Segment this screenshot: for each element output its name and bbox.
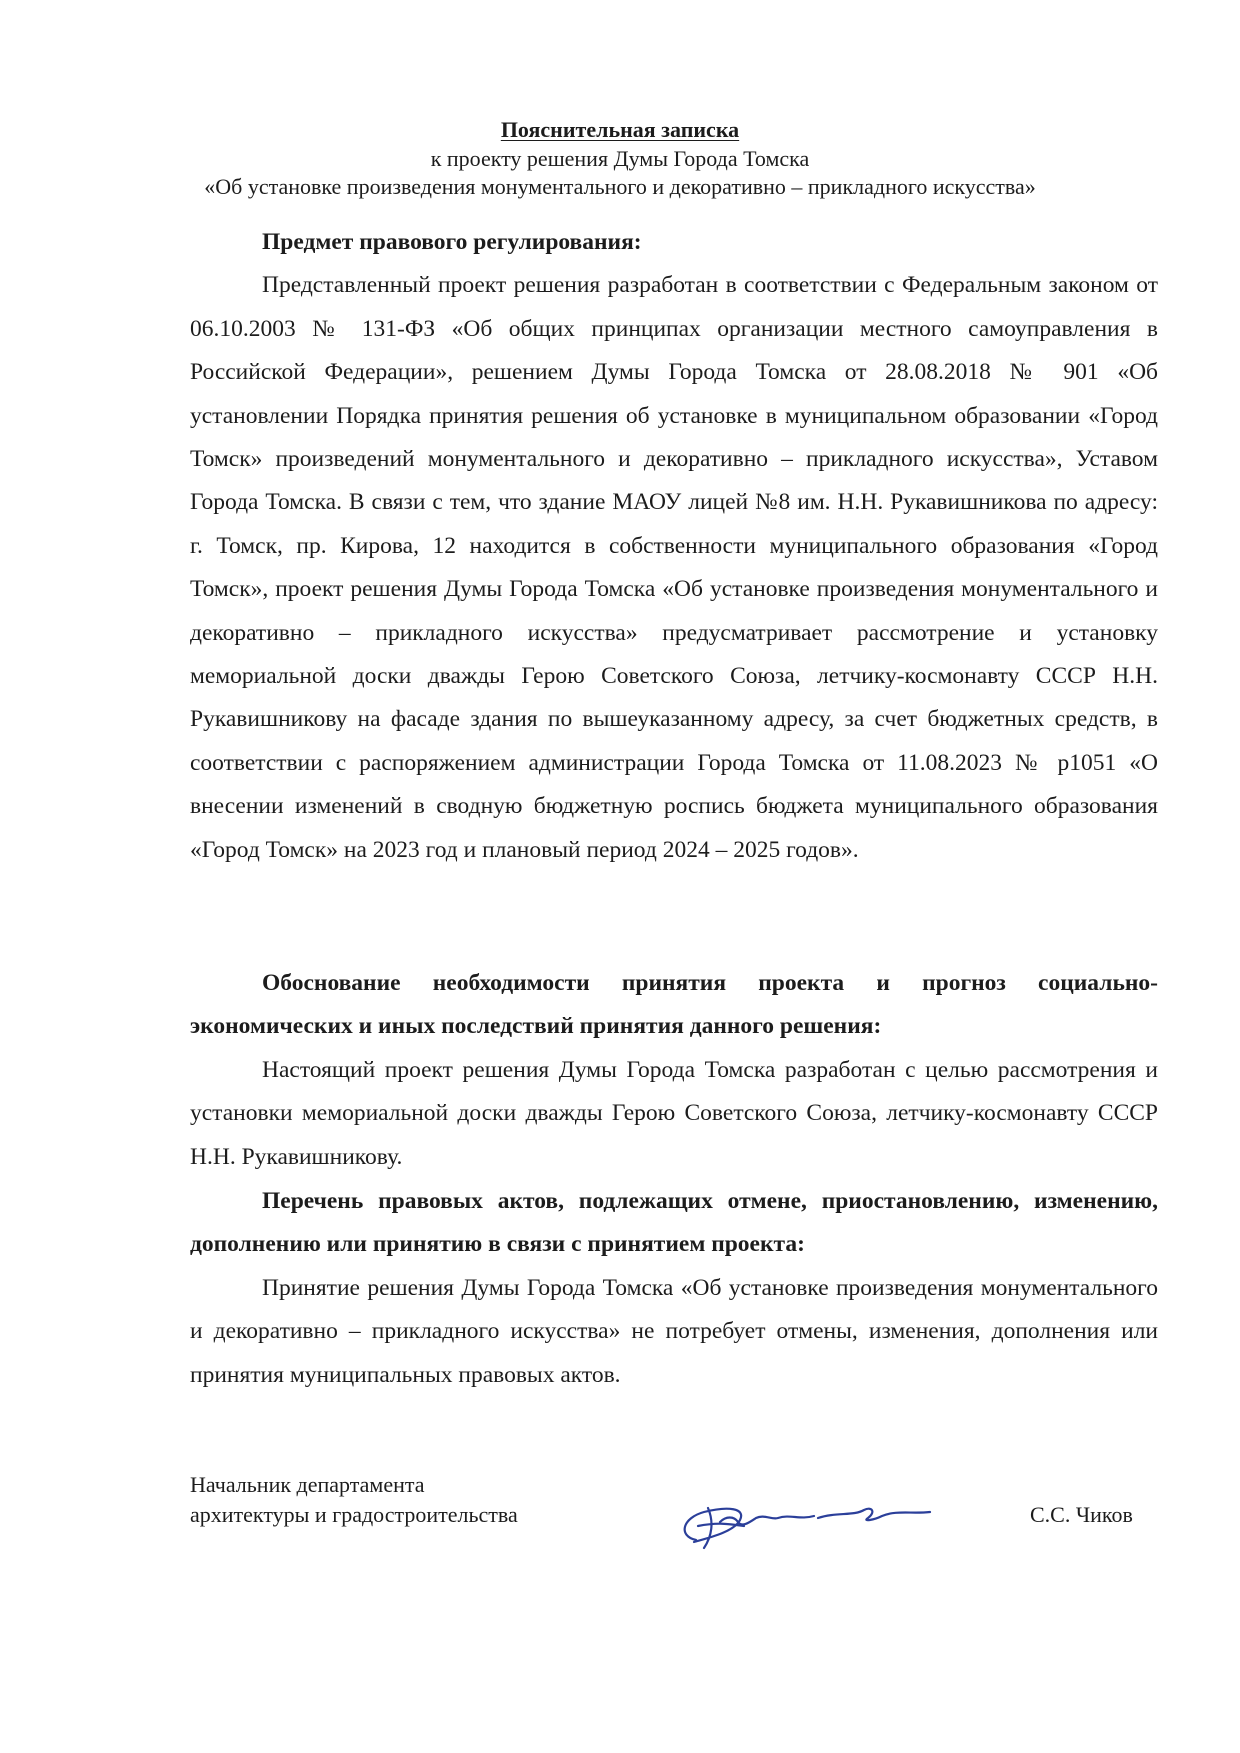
signatory-position-line: архитектуры и градостроительства [190,1502,518,1527]
project-name: «Об установке произведения монументального и декоративно – прикладного искусства» [204,174,1036,199]
document-subtitle: к проекту решения Думы Города Томска [430,146,810,171]
section-heading: Предмет правового регулирования: [262,229,642,255]
document-title: Пояснительная записка [500,117,740,142]
handwritten-signature [668,1478,968,1558]
section-paragraph: Принятие решения Думы Города Томска «Об установке произведения монументального и декоративно – прикладного искусства» не потребует отмены, изменения, дополнения или принятия муниципальных правовых актов. [190,1274,1158,1388]
section-paragraph: Представленный проект решения разработан в соответствии с Федеральным законом от 06.10.2003 № 131-ФЗ «Об общих принципах организации местного самоуправления в Российской Федерации», решением Думы Города Томска от 28.08.2018 № 901 «Об установлении Порядка принятия решения об установке в муниципальном образовании «Город Томск» произведений монументального и декоративно – прикладного искусства», Уставом Города Томска. В связи с тем, что здание МАОУ лицей №8 им. Н.Н. Рукавишникова по адресу: г. Томск, пр. Кирова, 12 находится в собственности муниципального образования «Город Томск», проект решения Думы Города Томска «Об установке произведения монументального и декоративно – прикладного искусства» предусматривает рассмотрение и установку мемориальной доски дважды Герою Советского Союза, летчику-космонавту СССР Н.Н. Рукавишникову на фасаде здания по вышеуказанному адресу, за счет бюджетных средств, в соответствии с распоряжением администрации Города Томска от 11.08.2023 № р1051 «О внесении изменений в сводную бюджетную роспись бюджета муниципального образования «Город Томск» на 2023 год и плановый период 2024 – 2025 годов». [190,272,1158,863]
section-justification [190,962,1158,1179]
signatory-name: С.С. Чиков [1030,1502,1133,1527]
section-heading: Обоснование необходимости принятия проекта и прогноз социально-экономических и иных последствий принятия данного решения: [190,970,1158,1040]
section-subject [190,221,1158,872]
signatory-position [190,1470,518,1530]
signatory-position-line: Начальник департамента [190,1472,425,1497]
section-paragraph: Настоящий проект решения Думы Города Томска разработан с целью рассмотрения и установки мемориальной доски дважды Герою Советского Союза, летчику-космонавту СССР Н.Н. Рукавишникову. [190,1056,1158,1170]
signature-strokes [685,1508,930,1548]
section-legal-acts [190,1180,1158,1397]
section-heading: Перечень правовых актов, подлежащих отмене, приостановлению, изменению, дополнению или принятию в связи с принятием проекта: [190,1188,1158,1258]
